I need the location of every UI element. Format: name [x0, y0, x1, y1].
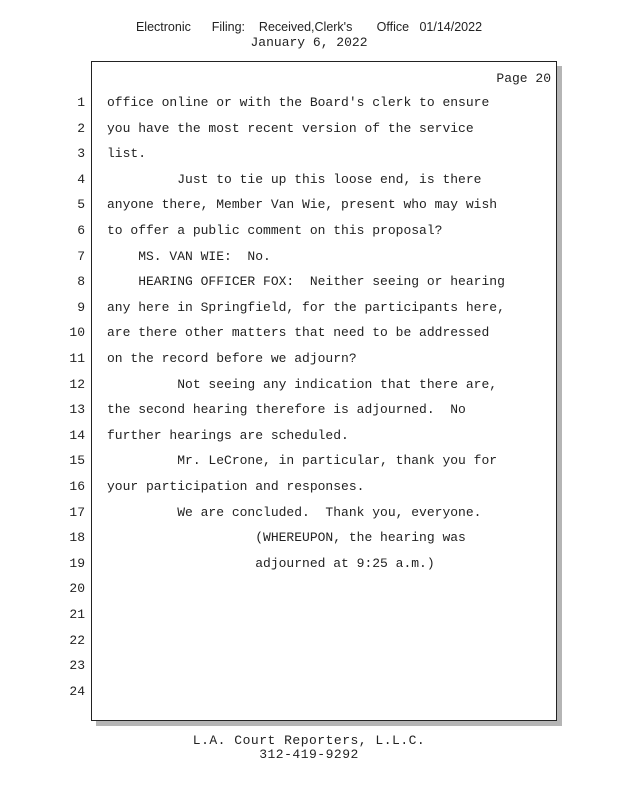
line-text: Not seeing any indication that there are,: [107, 377, 498, 392]
line-number: 3: [77, 146, 85, 161]
line-number: 6: [77, 223, 85, 238]
line-number: 21: [69, 607, 85, 622]
line-number: 1: [77, 95, 85, 110]
line-number: 16: [69, 479, 85, 494]
line-text: Just to tie up this loose end, is there: [107, 172, 482, 187]
line-number: 10: [69, 325, 85, 340]
footer-phone: 312-419-9292: [259, 747, 359, 762]
line-text: Mr. LeCrone, in particular, thank you for: [107, 453, 498, 468]
line-number: 2: [77, 121, 85, 136]
line-number: 17: [69, 505, 85, 520]
document-date: January 6, 2022: [250, 35, 368, 50]
line-number: 18: [69, 530, 85, 545]
line-text: list.: [107, 146, 147, 161]
line-number: 8: [77, 274, 85, 289]
line-number: 9: [77, 300, 85, 315]
footer-company: L.A. Court Reporters, L.L.C.: [192, 733, 426, 748]
line-text: to offer a public comment on this proposal?: [107, 223, 443, 238]
line-number: 14: [69, 428, 85, 443]
line-number: 12: [69, 377, 85, 392]
line-text: further hearings are scheduled.: [107, 428, 349, 443]
line-text: on the record before we adjourn?: [107, 351, 357, 366]
line-number: 22: [69, 633, 85, 648]
filing-stamp: Electronic Filing: Received,Clerk's Office 01/14/2022: [135, 20, 483, 34]
line-text: any here in Springfield, for the participants here,: [107, 300, 505, 315]
line-text: adjourned at 9:25 a.m.): [107, 556, 435, 571]
page-number: Page 20: [496, 71, 551, 86]
line-number: 11: [69, 351, 85, 366]
line-text: anyone there, Member Van Wie, present who may wish: [107, 197, 498, 212]
line-number: 15: [69, 453, 85, 468]
line-text: HEARING OFFICER FOX: Neither seeing or hearing: [107, 274, 505, 289]
line-number: 19: [69, 556, 85, 571]
line-number: 5: [77, 197, 85, 212]
line-text: you have the most recent version of the service: [107, 121, 474, 136]
line-text: are there other matters that need to be addressed: [107, 325, 490, 340]
line-number: 24: [69, 684, 85, 699]
line-number: 4: [77, 172, 85, 187]
line-text: We are concluded. Thank you, everyone.: [107, 505, 482, 520]
line-number: 23: [69, 658, 85, 673]
line-text: office online or with the Board's clerk to ensure: [107, 95, 490, 110]
line-number: 7: [77, 249, 85, 264]
line-text: (WHEREUPON, the hearing was: [107, 530, 466, 545]
line-number: 13: [69, 402, 85, 417]
line-text: the second hearing therefore is adjourned. No: [107, 402, 466, 417]
line-text: your participation and responses.: [107, 479, 365, 494]
line-text: MS. VAN WIE: No.: [107, 249, 271, 264]
line-number: 20: [69, 581, 85, 596]
